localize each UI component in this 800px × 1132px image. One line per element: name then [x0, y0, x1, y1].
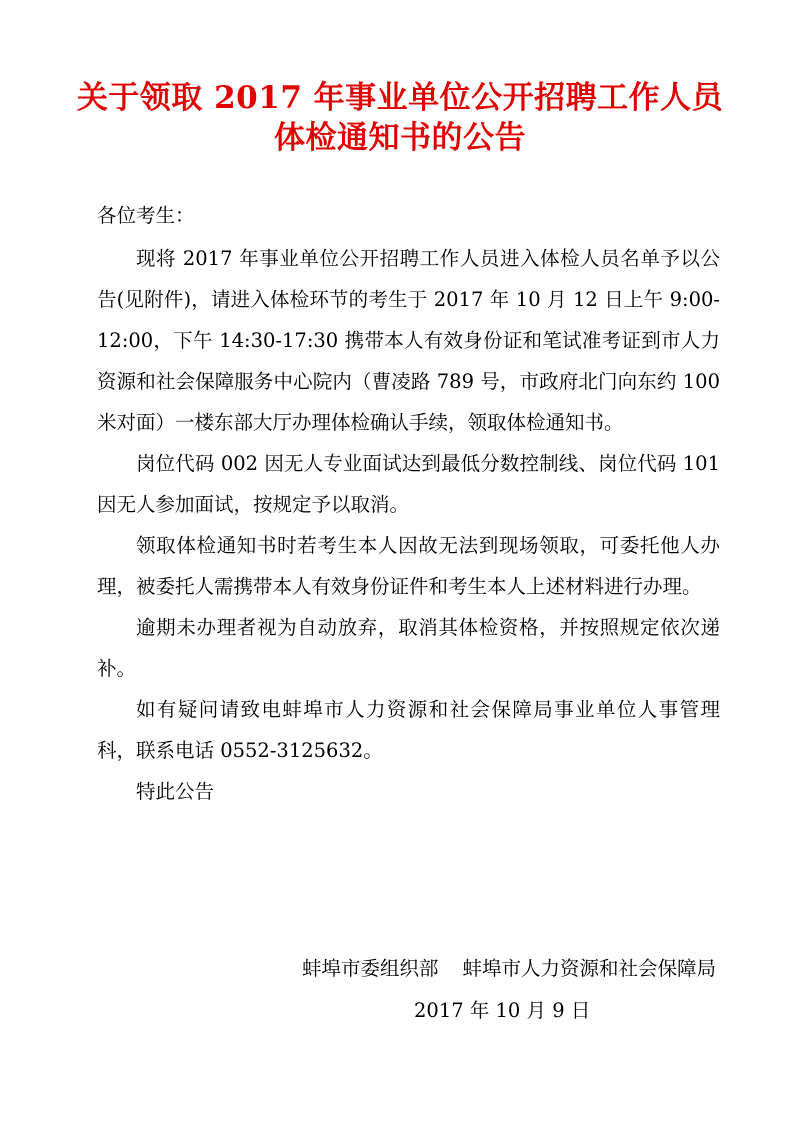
- paragraph-contact: 如有疑问请致电蚌埠市人力资源和社会保障局事业单位人事管理科，联系电话 0552-3125632。: [97, 698, 720, 762]
- document-title-line-2: 体检通知书的公告: [274, 120, 526, 156]
- paragraph-notice: 现将 2017 年事业单位公开招聘工作人员进入体检人员名单予以公告(见附件)，请进入体检环节的考生于 2017 年 10 月 12 日上午 9:00-12:00，下午 14:30-17:30 携带本人有效身份证和笔试准考证到市人力资源和社会保障服务中心院内（曹凌路 789 号，市政府北门向东约 100 米对面）一楼东部大厅办理体检确认手续，领取体检通知书。: [97, 247, 720, 434]
- signature-org-1: 蚌埠市委组织部: [301, 957, 439, 980]
- paragraph-overdue: 逾期未办理者视为自动放弃，取消其体检资格，并按照规定依次递补。: [97, 616, 720, 680]
- document-date: 2017 年 10 月 9 日: [414, 999, 591, 1022]
- paragraph-closing: 特此公告: [136, 780, 215, 803]
- document-title-line-1: 关于领取 2017 年事业单位公开招聘工作人员: [76, 80, 724, 116]
- paragraph-proxy: 领取体检通知书时若考生本人因故无法到现场领取，可委托他人办理，被委托人需携带本人有效身份证件和考生本人上述材料进行办理。: [97, 534, 720, 598]
- salutation: 各位考生：: [97, 204, 195, 227]
- document-body: [97, 238, 720, 812]
- paragraph-cancelled-positions: 岗位代码 002 因无人专业面试达到最低分数控制线、岗位代码 101 因无人参加面试，按规定予以取消。: [97, 452, 720, 516]
- signature-org-2: 蚌埠市人力资源和社会保障局: [462, 957, 716, 980]
- signature: [302, 948, 716, 989]
